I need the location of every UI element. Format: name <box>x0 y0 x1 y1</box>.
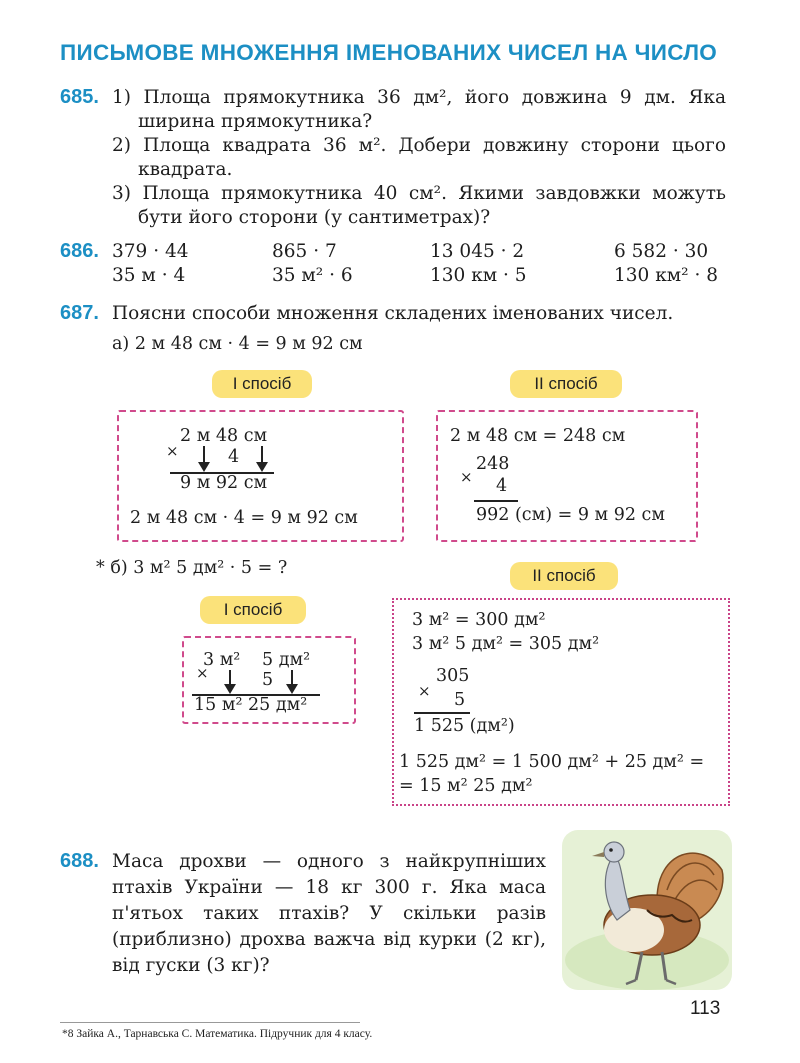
problem-688-line: від гуски (3 кг)? <box>112 955 270 976</box>
problem-686-expr: 35 м · 4 <box>112 265 186 286</box>
b2-result-line <box>414 712 470 714</box>
problem-686-expr: 379 · 44 <box>112 241 189 262</box>
problem-688-number: 688. <box>60 850 99 872</box>
problem-686-expr: 130 км² · 8 <box>614 265 718 286</box>
problem-686-number: 686. <box>60 240 99 262</box>
method-1-badge: І спосіб <box>200 596 306 624</box>
a1-summary: 2 м 48 см · 4 = 9 м 92 см <box>130 508 358 528</box>
footnote: *8 Зайка А., Тарнавська С. Математика. Підручник для 4 класу. <box>62 1028 373 1040</box>
method-2-badge: ІІ спосіб <box>510 562 618 590</box>
problem-685-item3-line2: бути його сторони (у сантиметрах)? <box>138 207 491 228</box>
a1-result: 9 м 92 см <box>180 473 268 493</box>
problem-686-expr: 35 м² · 6 <box>272 265 353 286</box>
b1-top-left: 3 м² <box>203 650 241 670</box>
a1-multiplier: 4 <box>228 447 240 467</box>
a2-result: 992 (см) = 9 м 92 см <box>476 505 665 525</box>
page-number: 113 <box>690 998 721 1019</box>
a2-multiplier: 4 <box>496 476 508 496</box>
a2-top-number: 248 <box>476 454 510 474</box>
problem-687b-label: * б) 3 м² 5 дм² · 5 = ? <box>96 558 288 578</box>
problem-685-item3-line1: 3) Площа прямокутника 40 см². Якими завдовжки можуть <box>112 183 726 204</box>
b2-line2: 3 м² 5 дм² = 305 дм² <box>412 634 600 654</box>
times-sign: × <box>460 468 473 486</box>
problem-685-item1-line1: 1) Площа прямокутника 36 дм², його довжина 9 дм. Яка <box>112 87 726 108</box>
bustard-bird-illustration <box>562 830 732 990</box>
problem-686-expr: 865 · 7 <box>272 241 337 262</box>
problem-685-item1-line2: ширина прямокутника? <box>138 111 373 132</box>
problem-685-item2-line2: квадрата. <box>138 159 233 180</box>
b2-result: 1 525 (дм²) <box>414 716 515 736</box>
problem-687-text: Поясни способи множення складених іменованих чисел. <box>112 303 674 324</box>
a2-line1: 2 м 48 см = 248 см <box>450 426 626 446</box>
b1-multiplier: 5 <box>262 670 274 690</box>
times-sign: × <box>196 664 209 682</box>
problem-685-number: 685. <box>60 86 99 108</box>
b2-line3: 1 525 дм² = 1 500 дм² + 25 дм² = <box>399 752 705 772</box>
footnote-divider <box>60 1022 360 1023</box>
problem-687a-label: а) 2 м 48 см · 4 = 9 м 92 см <box>112 334 363 354</box>
problem-688-line: (приблизно) дрохва важча від курки (2 кг), <box>112 929 546 950</box>
problem-686-expr: 6 582 · 30 <box>614 241 709 262</box>
times-sign: × <box>418 682 431 700</box>
b2-line4: = 15 м² 25 дм² <box>399 776 533 796</box>
b2-line1: 3 м² = 300 дм² <box>412 610 546 630</box>
problem-685-item2-line1: 2) Площа квадрата 36 м². Добери довжину сторони цього <box>112 135 726 156</box>
problem-686-expr: 13 045 · 2 <box>430 241 525 262</box>
problem-688-line: Маса дрохви — одного з найкрупніших <box>112 851 546 872</box>
method-1-badge: І спосіб <box>212 370 312 398</box>
b1-result: 15 м² 25 дм² <box>194 695 308 715</box>
page-title: ПИСЬМОВЕ МНОЖЕННЯ ІМЕНОВАНИХ ЧИСЕЛ НА ЧИСЛО <box>60 40 718 65</box>
problem-688-line: п'ятьох таких птахів? У скільки разів <box>112 903 546 924</box>
a2-result-line <box>474 500 518 502</box>
times-sign: × <box>166 442 179 460</box>
problem-687-number: 687. <box>60 302 99 324</box>
a1-top-number: 2 м 48 см <box>180 426 268 446</box>
b2-multiplier: 5 <box>454 690 466 710</box>
problem-688-line: птахів України — 18 кг 300 г. Яка маса <box>112 877 546 898</box>
b2-top-number: 305 <box>436 666 470 686</box>
method-2-badge: ІІ спосіб <box>510 370 622 398</box>
problem-686-expr: 130 км · 5 <box>430 265 527 286</box>
b1-top-right: 5 дм² <box>262 650 311 670</box>
